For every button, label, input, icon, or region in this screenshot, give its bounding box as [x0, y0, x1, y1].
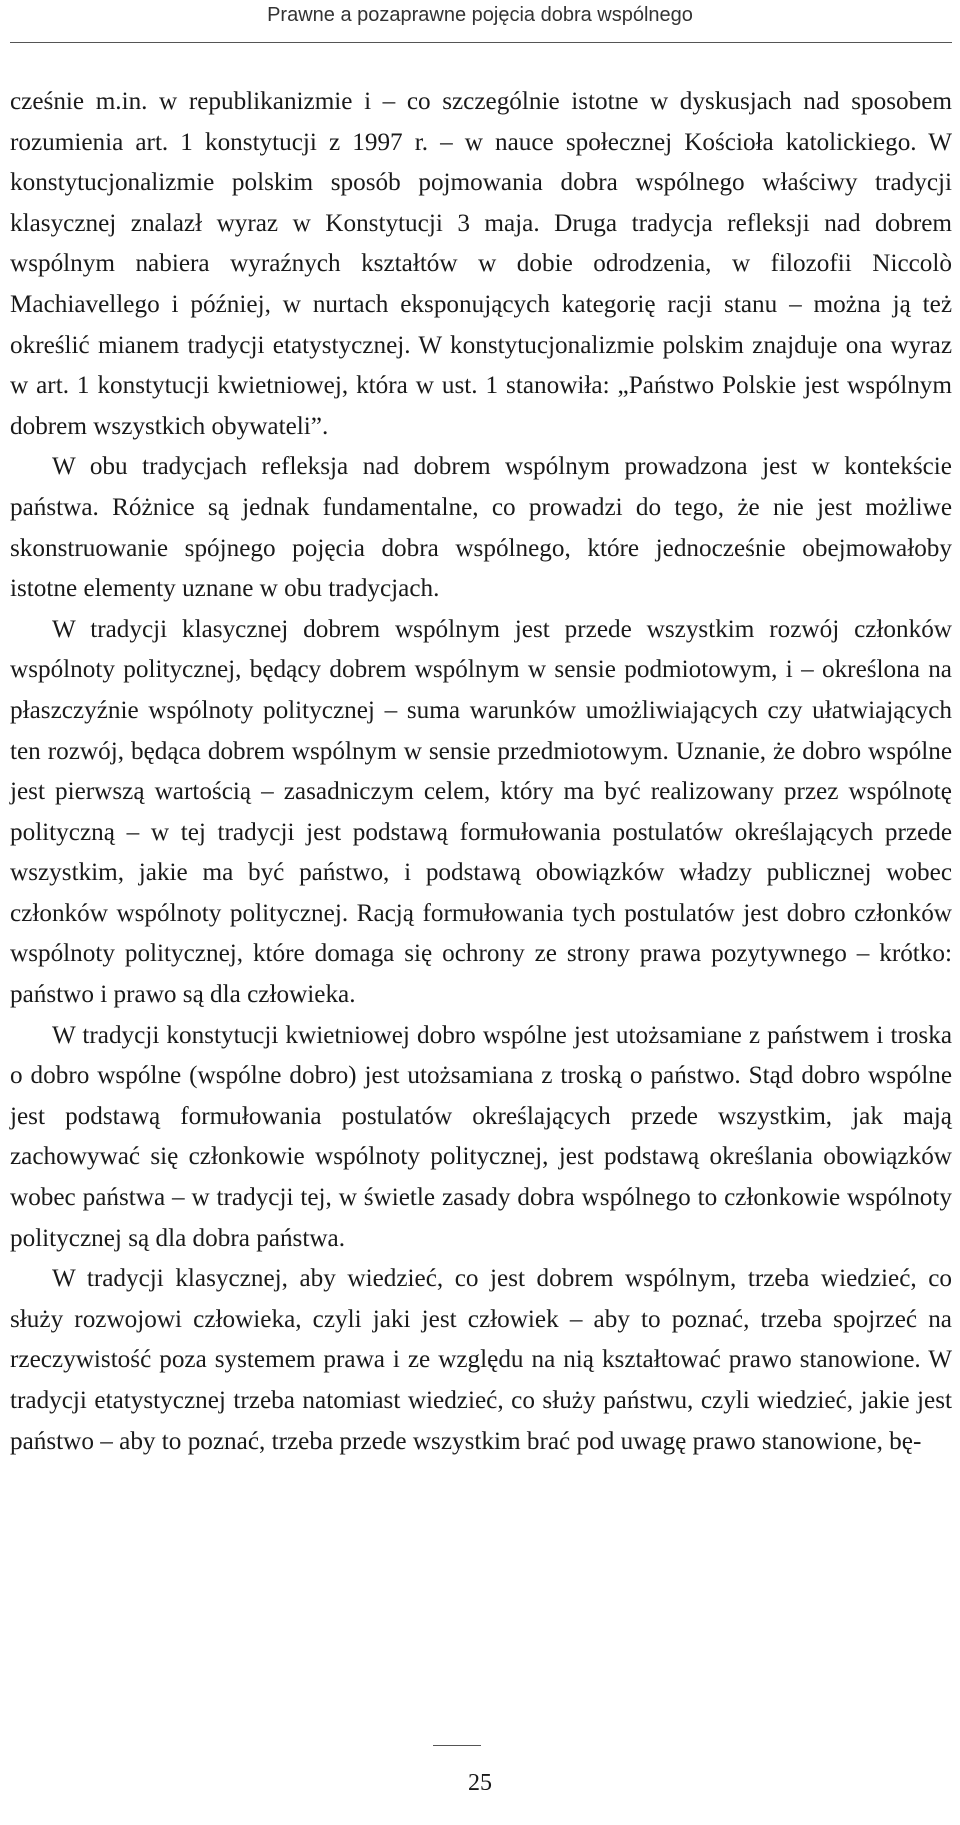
paragraph: W tradycji konstytucji kwietniowej dobro wspólne jest utożsamiane z państwem i troska o dobro wspólne (wspólne dobro) jest utożsamiana z troską o państwo. Stąd dobro wspólne jest podstawą formułowania postulatów określających przede wszystkim, jak mają zachowywać się członkowie wspólnoty politycznej, jest podstawą określania obowiązków wobec państwa – w tradycji tej, w świetle zasady dobra wspólnego to członkowie wspólnoty politycznej są dla dobra państwa.: [10, 1021, 952, 1252]
page-number: 25: [468, 1770, 492, 1796]
paragraph: W tradycji klasycznej dobrem wspólnym jest przede wszystkim rozwój członków wspólnoty politycznej, będący dobrem wspólnym w sensie podmiotowym, i – określona na płaszczyźnie wspólnoty politycznej – suma warunków umożliwiających czy ułatwiających ten rozwój, będąca dobrem wspólnym w sensie przedmiotowym. Uznanie, że dobro wspólne jest pierwszą wartością – zasadniczym celem, który ma być realizowany przez wspólnotę polityczną – w tej tradycji jest podstawą formułowania postulatów określających przede wszystkim, jakie ma być państwo, i podstawą obowiązków władzy publicznej wobec członków wspólnoty politycznej. Racją formułowania tych postulatów jest dobro członków wspólnoty politycznej, które domaga się ochrony ze strony prawa pozytywnego – krótko: państwo i prawo są dla człowieka.: [10, 615, 952, 1009]
header-rule: [10, 42, 952, 43]
paragraph: W obu tradycjach refleksja nad dobrem wspólnym prowadzona jest w kontekście państwa. Różnice są jednak fundamentalne, co prowadzi do tego, że nie jest możliwe skonstruowanie spójnego pojęcia dobra wspólnego, które jednocześnie obejmowałoby istotne elementy uznane w obu tradycjach.: [10, 453, 952, 603]
paragraph-continuation: cześnie m.in. w republikanizmie i – co szczególnie istotne w dyskusjach nad sposobem rozumienia art. 1 konstytucji z 1997 r. – w nauce społecznej Kościoła katolickiego. W konstytucjonalizmie polskim sposób pojmowania dobra wspólnego właściwy tradycji klasycznej znalazł wyraz w Konstytucji 3 maja. Druga tradycja refleksji nad dobrem wspólnym nabiera wyraźnych kształtów w dobie odrodzenia, w filozofii Niccolò Machiavellego i później, w nurtach eksponujących kategorię racji stanu – można ją też określić mianem tradycji etatystycznej. W konstytucjonalizmie polskim znajduje ona wyraz w art. 1 konstytucji kwietniowej, która w ust. 1 stanowiła: „Państwo Polskie jest wspólnym dobrem wszystkich obywateli”.: [10, 88, 952, 440]
running-header: Prawne a pozaprawne pojęcia dobra wspólnego: [267, 4, 693, 26]
footer-rule: [433, 1745, 481, 1746]
body-text: [10, 82, 952, 1462]
paragraph: W tradycji klasycznej, aby wiedzieć, co jest dobrem wspólnym, trzeba wiedzieć, co służy rozwojowi człowieka, czyli jaki jest człowiek – aby to poznać, trzeba spojrzeć na rzeczywistość poza systemem prawa i ze względu na nią kształtować prawo stanowione. W tradycji etatystycznej trzeba natomiast wiedzieć, co służy państwu, czyli wiedzieć, jakie jest państwo – aby to poznać, trzeba przede wszystkim brać pod uwagę prawo stanowione, bę-: [10, 1265, 952, 1455]
